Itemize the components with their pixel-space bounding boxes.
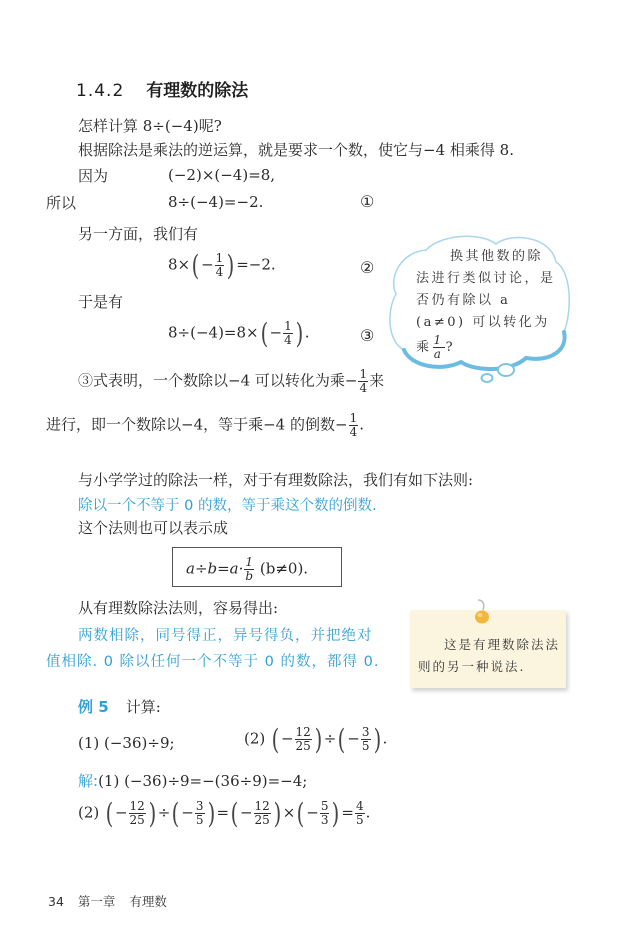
- page-number: 34: [48, 894, 64, 909]
- left-paren: (: [191, 248, 200, 282]
- chapter-title: 有理数: [129, 894, 167, 909]
- solution-line-2: (2) ( − $\frac{12}{25}$ ) ÷( − $\frac{3}{5}$ ) =( − $\frac{12}{25}$ ) ×( − $\frac{5}{3}$ ) = $\frac{4}{5}$ .: [78, 796, 371, 830]
- consequence-line-1: 两数相除，同号得正，异号得负，并把绝对: [78, 628, 373, 644]
- rule-also: 这个法则也可以表示成: [78, 519, 229, 537]
- eq2-left: 8×: [168, 255, 191, 274]
- rule-lead: 与小学学过的除法一样，对于有理数除法，我们有如下法则:: [78, 471, 474, 489]
- chapter-label: 第一章: [77, 894, 116, 909]
- fraction: $\frac{1}{4}$: [359, 367, 368, 395]
- example-problem-1: (1) (−36)÷9;: [78, 734, 175, 752]
- solution-label: 解:: [78, 772, 99, 790]
- equation-marker-3: ③: [360, 326, 375, 345]
- right-paren: ): [295, 316, 304, 350]
- left-paren: (: [260, 316, 268, 350]
- section-title: 有理数的除法: [146, 81, 249, 101]
- example-label: 例 5: [78, 698, 109, 716]
- equation-marker-1: ①: [360, 192, 375, 211]
- intro-reason: 根据除法是乘法的逆运算，就是要求一个数，使它与−4 相乘得 8.: [78, 141, 514, 159]
- because-label: 因为: [78, 167, 109, 185]
- example-header: [78, 696, 161, 717]
- fraction: $\frac{1}{b}$: [245, 555, 254, 583]
- consequence-lead: 从有理数除法法则，容易得出:: [78, 599, 279, 617]
- explanation-line-1: ③式表明，一个数除以−4 可以转化为乘− $\frac{1}{4}$ 来: [78, 367, 385, 395]
- equation-2: 8×( − $\frac{1}{4}$ ) =−2.: [168, 248, 276, 282]
- so-label: 所以: [46, 194, 77, 212]
- rule-formula: a÷b=a· $\frac{1}{b}$ (b≠0).: [186, 555, 309, 583]
- thus-label: 于是有: [78, 293, 124, 311]
- pushpin-icon: [471, 598, 493, 628]
- cloud-bubble-text: 换其他数的除法进行类似讨论，是否仍有除以 a (a≠0) 可以转化为乘 $\frac{1}{a}$ ?: [416, 249, 556, 361]
- eq3-left: 8÷(−4)=8×: [168, 323, 259, 342]
- fraction: $\frac{1}{4}$: [349, 411, 358, 439]
- fraction: $\frac{1}{4}$: [215, 251, 224, 279]
- consequence-line-2: 值相除. 0 除以任何一个不等于 0 的数，都得 0.: [46, 654, 380, 670]
- sticky-note-text: 这是有理数除法法则的另一种说法.: [418, 637, 561, 674]
- other-side-label: 另一方面，我们有: [78, 225, 199, 243]
- equation-marker-2: ②: [360, 258, 375, 277]
- solution-line-1: 解:(1) (−36)÷9=−(36÷9)=−4;: [78, 772, 308, 790]
- fraction: $\frac{1}{a}$: [433, 333, 444, 361]
- fraction: $\frac{1}{4}$: [284, 319, 292, 347]
- so-equation: 8÷(−4)=−2.: [168, 193, 264, 211]
- because-equation: (−2)×(−4)=8,: [168, 166, 276, 184]
- example-task: 计算:: [125, 698, 161, 716]
- equation-3: 8÷(−4)=8×( − $\frac{1}{4}$ ) .: [168, 316, 310, 350]
- intro-question: 怎样计算 8÷(−4)呢?: [78, 117, 222, 135]
- right-paren: ): [226, 248, 235, 282]
- page-footer: [48, 892, 181, 910]
- eq2-right: =−2.: [236, 255, 276, 274]
- example-problem-2: (2) ( − $\frac{12}{25}$ ) ÷( − $\frac{3}{5}$ ) .: [244, 722, 388, 756]
- section-number: 1.4.2: [76, 81, 125, 101]
- explanation-line-2: 进行，即一个数除以−4，等于乘−4 的倒数− $\frac{1}{4}$ .: [46, 411, 364, 439]
- rule-statement: 除以一个不等于 0 的数，等于乘这个数的倒数.: [78, 498, 377, 514]
- section-heading: [76, 76, 248, 101]
